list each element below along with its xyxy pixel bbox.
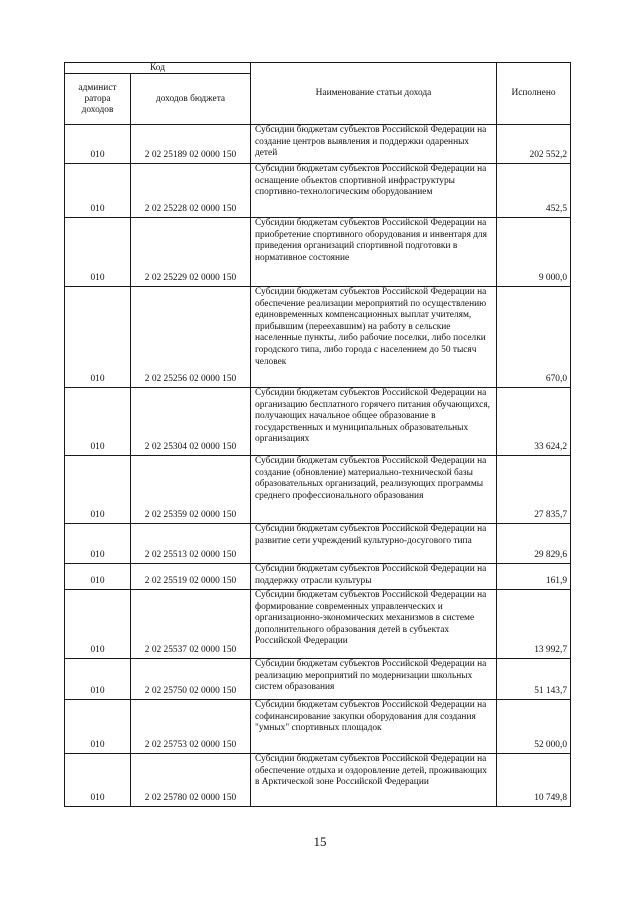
table-row <box>65 388 571 456</box>
admin-code-cell: 010 <box>65 659 131 700</box>
admin-code-cell: 010 <box>65 564 131 590</box>
budget-code-cell: 2 02 25228 02 0000 150 <box>131 164 251 218</box>
budget-code-cell: 2 02 25513 02 0000 150 <box>131 524 251 564</box>
revenue-name-cell: Субсидии бюджетам субъектов Российской Федерации на создание (обновление) материально-технической базы образовательных организаций, реализующих программы среднего профессионального образования <box>251 456 497 524</box>
revenue-name-cell: Субсидии бюджетам субъектов Российской Федерации на обеспечение реализации мероприятий по осуществлению единовременных компенсационных выплат учителям, прибывшим (переехавшим) на работу в сельские населенные пункты, либо рабочие поселки, либо поселки городского типа, либо города с населением до 50 тысяч человек <box>251 287 497 388</box>
admin-code-cell: 010 <box>65 218 131 287</box>
executed-value-cell: 29 829,6 <box>497 524 571 564</box>
budget-code-cell: 2 02 25359 02 0000 150 <box>131 456 251 524</box>
table-row <box>65 659 571 700</box>
budget-code-cell: 2 02 25256 02 0000 150 <box>131 287 251 388</box>
budget-code-cell: 2 02 25189 02 0000 150 <box>131 125 251 164</box>
table-row <box>65 164 571 218</box>
revenue-name-cell: Субсидии бюджетам субъектов Российской Федерации на поддержку отрасли культуры <box>251 564 497 590</box>
table-row <box>65 125 571 164</box>
executed-value-cell: 27 835,7 <box>497 456 571 524</box>
page-number: 15 <box>313 834 327 849</box>
value-column-header: Исполнено <box>497 63 571 125</box>
name-column-header: Наименование статьи дохода <box>251 63 497 125</box>
admin-code-cell: 010 <box>65 388 131 456</box>
admin-code-cell: 010 <box>65 590 131 659</box>
budget-code-cell: 2 02 25304 02 0000 150 <box>131 388 251 456</box>
table-row <box>65 564 571 590</box>
executed-value-cell: 13 992,7 <box>497 590 571 659</box>
table-row <box>65 524 571 564</box>
executed-value-cell: 202 552,2 <box>497 125 571 164</box>
executed-value-cell: 10 749,8 <box>497 754 571 807</box>
executed-value-cell: 51 143,7 <box>497 659 571 700</box>
executed-value-cell: 670,0 <box>497 287 571 388</box>
table-row <box>65 218 571 287</box>
revenue-name-cell: Субсидии бюджетам субъектов Российской Федерации на приобретение спортивного оборудования и инвентаря для приведения организаций спортивной подготовки в нормативное состояние <box>251 218 497 287</box>
table-row <box>65 456 571 524</box>
revenue-name-cell: Субсидии бюджетам субъектов Российской Федерации на формирование современных управленческих и организационно-экономических механизмов в системе дополнительного образования детей в субъектах Российской Федерации <box>251 590 497 659</box>
budget-code-cell: 2 02 25753 02 0000 150 <box>131 700 251 754</box>
budget-code-cell: 2 02 25780 02 0000 150 <box>131 754 251 807</box>
revenue-name-cell: Субсидии бюджетам субъектов Российской Федерации на обеспечение отдыха и оздоровление детей, проживающих в Арктической зоне Российской Федерации <box>251 754 497 807</box>
budget-code-cell: 2 02 25229 02 0000 150 <box>131 218 251 287</box>
executed-value-cell: 52 000,0 <box>497 700 571 754</box>
revenue-name-cell: Субсидии бюджетам субъектов Российской Федерации на развитие сети учреждений культурно-досугового типа <box>251 524 497 564</box>
budget-code-cell: 2 02 25519 02 0000 150 <box>131 564 251 590</box>
revenue-table <box>64 62 571 807</box>
budget-code-cell: 2 02 25537 02 0000 150 <box>131 590 251 659</box>
revenue-name-cell: Субсидии бюджетам субъектов Российской Федерации на организацию бесплатного горячего питания обучающихся, получающих начальное общее образование в государственных и муниципальных образовательных организациях <box>251 388 497 456</box>
table-body <box>65 125 571 807</box>
admin-code-cell: 010 <box>65 754 131 807</box>
code-group-header: Код <box>65 63 251 74</box>
executed-value-cell: 33 624,2 <box>497 388 571 456</box>
executed-value-cell: 161,9 <box>497 564 571 590</box>
admin-code-cell: 010 <box>65 164 131 218</box>
revenue-name-cell: Субсидии бюджетам субъектов Российской Федерации на софинансирование закупки оборудования для создания "умных" спортивных площадок <box>251 700 497 754</box>
admin-code-cell: 010 <box>65 524 131 564</box>
executed-value-cell: 452,5 <box>497 164 571 218</box>
code-column-header: доходов бюджета <box>131 74 251 125</box>
revenue-name-cell: Субсидии бюджетам субъектов Российской Федерации на оснащение объектов спортивной инфраструктуры спортивно-технологическим оборудованием <box>251 164 497 218</box>
budget-code-cell: 2 02 25750 02 0000 150 <box>131 659 251 700</box>
table-row <box>65 590 571 659</box>
admin-column-header: админист ратора доходов <box>65 74 131 125</box>
table-row <box>65 287 571 388</box>
table-row <box>65 700 571 754</box>
table-row <box>65 754 571 807</box>
revenue-name-cell: Субсидии бюджетам субъектов Российской Федерации на создание центров выявления и поддержки одаренных детей <box>251 125 497 164</box>
admin-code-cell: 010 <box>65 456 131 524</box>
admin-code-cell: 010 <box>65 125 131 164</box>
admin-code-cell: 010 <box>65 287 131 388</box>
revenue-name-cell: Субсидии бюджетам субъектов Российской Федерации на реализацию мероприятий по модернизации школьных систем образования <box>251 659 497 700</box>
admin-code-cell: 010 <box>65 700 131 754</box>
executed-value-cell: 9 000,0 <box>497 218 571 287</box>
